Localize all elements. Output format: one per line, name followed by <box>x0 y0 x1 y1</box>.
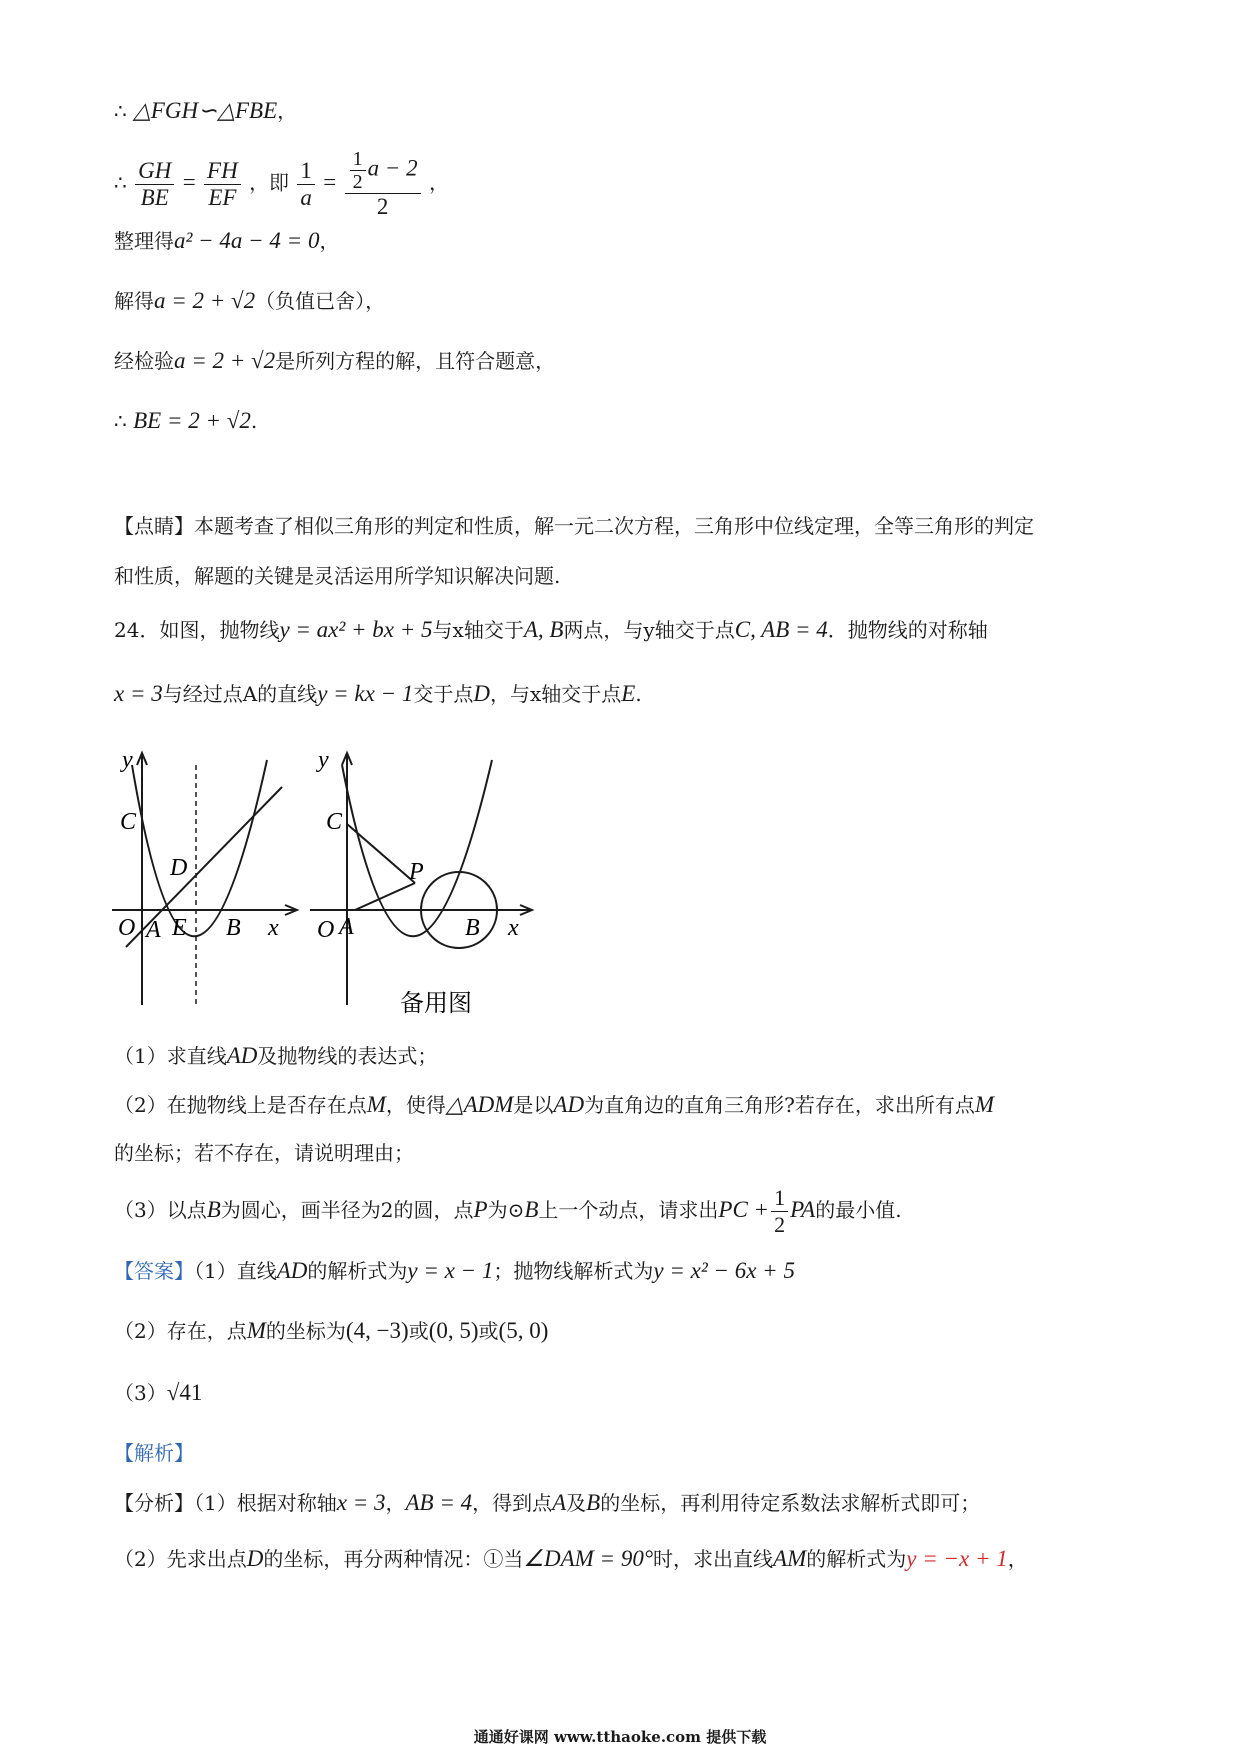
math: D <box>246 1546 264 1571</box>
math: x = 3 <box>336 1490 386 1515</box>
label-b: B <box>226 915 241 941</box>
question-1 <box>114 1041 437 1071</box>
question-2-line-2: 的坐标；若不存在，请说明理由； <box>114 1141 414 1165</box>
numerator: 1 <box>350 148 366 171</box>
numerator: FH <box>204 158 241 185</box>
equals: = <box>323 169 337 195</box>
math: D <box>473 681 490 706</box>
equation: y = ax² + bx + 5 <box>279 617 433 642</box>
text: 时，求出直线 <box>653 1547 774 1571</box>
text: 解得 <box>114 289 154 313</box>
math: E <box>621 681 636 706</box>
math: △ADM <box>445 1092 514 1117</box>
text: 为圆心，画半径为2的圆，点 <box>220 1198 474 1222</box>
denominator: 2 <box>376 194 389 219</box>
label-c: C <box>326 809 343 835</box>
label-x: x <box>508 915 519 941</box>
math: M <box>366 1092 386 1117</box>
label-c: C <box>120 809 137 835</box>
math: AM <box>773 1546 807 1571</box>
answer-1 <box>114 1256 795 1286</box>
equation: a = 2 + √2 <box>154 288 256 313</box>
label-y: y <box>122 747 133 773</box>
text: ，得到点 <box>472 1491 553 1515</box>
math: AD <box>553 1092 585 1117</box>
text: 及抛物线的表达式； <box>257 1044 438 1068</box>
text: 与x轴交于 <box>432 618 524 642</box>
text: 上一个动点，请求出 <box>538 1198 719 1222</box>
analysis-tag: 【解析】 <box>114 1441 194 1465</box>
text: （2）在抛物线上是否存在点 <box>114 1093 367 1117</box>
text: 或 <box>408 1319 429 1343</box>
math: C, AB = 4 <box>734 617 828 642</box>
denominator: EF <box>208 184 237 210</box>
coordinate: (0, 5) <box>428 1318 479 1343</box>
label-p: P <box>409 859 424 885</box>
text: 的解析式为 <box>307 1259 408 1283</box>
text: 的坐标，再利用待定系数法求解析式即可； <box>600 1491 981 1515</box>
problem-24-line-1 <box>114 615 988 645</box>
text: ．抛物线的对称轴 <box>827 618 988 642</box>
equation: y = x² − 6x + 5 <box>653 1258 795 1283</box>
answer-3 <box>114 1378 202 1408</box>
equation-red: y = −x + 1 <box>906 1546 1008 1571</box>
math: A <box>552 1490 567 1515</box>
math: AD <box>276 1258 308 1283</box>
denominator: 2 <box>774 1212 786 1237</box>
figure-caption: 备用图 <box>400 989 472 1017</box>
line-verify <box>114 346 555 376</box>
numerator: 1 <box>297 158 315 185</box>
numerator: 1 <box>771 1185 788 1212</box>
punct: ， <box>429 170 450 195</box>
answer-tag: 【答案】 <box>114 1259 194 1283</box>
label-a: A <box>339 914 354 940</box>
equation: BE = 2 + √2 <box>133 408 251 433</box>
text: 交于点 <box>413 682 474 706</box>
line-solve <box>114 286 385 316</box>
label-o: O <box>317 917 335 943</box>
text: 为直角边的直角三角形?若存在，求出所有点 <box>584 1093 975 1117</box>
comment-line-1: 【点睛】本题考查了相似三角形的判定和性质，解一元二次方程，三角形中位线定理，全等三角形的判定 <box>114 514 1034 538</box>
answer-2 <box>114 1316 548 1346</box>
text: （2）存在，点 <box>114 1319 247 1343</box>
problem-24-figures <box>110 735 550 1020</box>
math: B <box>206 1197 221 1222</box>
segment-cp <box>347 824 415 883</box>
equation: y = x − 1 <box>407 1258 494 1283</box>
label-d: D <box>170 855 188 881</box>
text: 及 <box>566 1491 587 1515</box>
fraction-half <box>350 148 366 193</box>
question-2-line-1 <box>114 1090 994 1120</box>
similar-statement: △FGH∽△FBE <box>133 98 278 123</box>
label-o: O <box>118 915 136 941</box>
text: 两点，与y轴交于点 <box>563 618 735 642</box>
sqrt-value: √41 <box>166 1380 203 1405</box>
line-ratio <box>114 148 449 220</box>
numerator: GH <box>135 158 174 185</box>
numerator-rest: a − 2 <box>367 155 418 181</box>
denominator: a <box>300 184 312 210</box>
fraction-1-a <box>297 158 315 211</box>
equation: a = 2 + √2 <box>174 348 276 373</box>
text: 与经过点A的直线 <box>162 682 318 706</box>
punct: ， <box>277 99 298 123</box>
math: AD <box>226 1043 258 1068</box>
fraction-gh-be <box>135 158 174 211</box>
text: 是以 <box>513 1093 554 1117</box>
text: （3）以点 <box>114 1198 207 1222</box>
page-footer: 通通好课网 www.tthaoke.com 提供下载 <box>473 1728 767 1746</box>
therefore-symbol: ∴ <box>114 99 127 123</box>
equation: a² − 4a − 4 = 0 <box>174 228 320 253</box>
math: PA <box>790 1197 816 1222</box>
fraction-fh-ef <box>204 158 241 211</box>
text: 经检验 <box>114 349 174 373</box>
line-conclusion <box>114 406 257 436</box>
punct: ， <box>1007 1547 1028 1571</box>
punct: ， <box>385 1491 406 1515</box>
text: 的最小值. <box>815 1198 902 1222</box>
text: ，使得 <box>385 1093 446 1117</box>
coordinate: (5, 0) <box>498 1318 549 1343</box>
text: 的坐标，再分两种情况：①当 <box>263 1547 524 1571</box>
text: 整理得 <box>114 229 174 253</box>
line-simplify <box>114 226 339 256</box>
text: （2）先求出点 <box>114 1547 247 1571</box>
denominator: BE <box>140 184 169 210</box>
text: 的坐标为 <box>265 1319 346 1343</box>
fraction-compound <box>345 148 421 220</box>
text: （3） <box>114 1381 167 1405</box>
math: ∠DAM = 90° <box>523 1546 654 1571</box>
punct: ， <box>319 229 340 253</box>
equals: = <box>182 169 196 195</box>
math: B <box>524 1197 539 1222</box>
text: 的解析式为 <box>806 1547 907 1571</box>
coordinate: (4, −3) <box>345 1318 409 1343</box>
problem-24-line-2 <box>114 679 642 709</box>
text: ；抛物线解析式为 <box>493 1259 654 1283</box>
text: （1）直线 <box>194 1259 277 1283</box>
text: 为⊙ <box>487 1198 525 1222</box>
connector-text: ，即 <box>249 170 290 195</box>
math: B <box>586 1490 601 1515</box>
figure-left <box>112 753 297 1005</box>
text: 【分析】（1）根据对称轴 <box>114 1491 337 1515</box>
math: M <box>974 1092 994 1117</box>
label-b: B <box>465 915 480 941</box>
text: 或 <box>478 1319 499 1343</box>
math: PC + <box>718 1197 770 1222</box>
text: ，与x轴交于点 <box>489 682 622 706</box>
punct: . <box>250 409 258 433</box>
analysis-1 <box>114 1488 980 1518</box>
text: . <box>635 682 642 706</box>
equation: y = kx − 1 <box>317 681 414 706</box>
numerator <box>345 148 421 194</box>
label-y: y <box>318 747 329 773</box>
fraction-half <box>771 1185 788 1238</box>
analysis-2 <box>114 1544 1028 1574</box>
math: AB = 4 <box>405 1490 473 1515</box>
question-3 <box>114 1180 902 1240</box>
line-similar-triangles <box>114 96 297 126</box>
math: A, B <box>523 617 564 642</box>
label-a: A <box>146 917 161 943</box>
segment-ap <box>355 883 415 910</box>
label-e: E <box>172 915 187 941</box>
therefore-symbol: ∴ <box>114 170 127 195</box>
text: （1）求直线 <box>114 1044 227 1068</box>
label-x: x <box>268 915 279 941</box>
comment-line-2: 和性质，解题的关键是灵活运用所学知识解决问题. <box>114 564 561 588</box>
denominator: 2 <box>352 171 363 193</box>
math: M <box>246 1318 266 1343</box>
math: P <box>473 1197 488 1222</box>
therefore-symbol: ∴ <box>114 409 127 433</box>
math: x = 3 <box>114 681 163 706</box>
text: 24．如图，抛物线 <box>114 618 280 642</box>
text: 是所列方程的解，且符合题意， <box>275 349 556 373</box>
text: （负值已舍）， <box>255 289 386 313</box>
